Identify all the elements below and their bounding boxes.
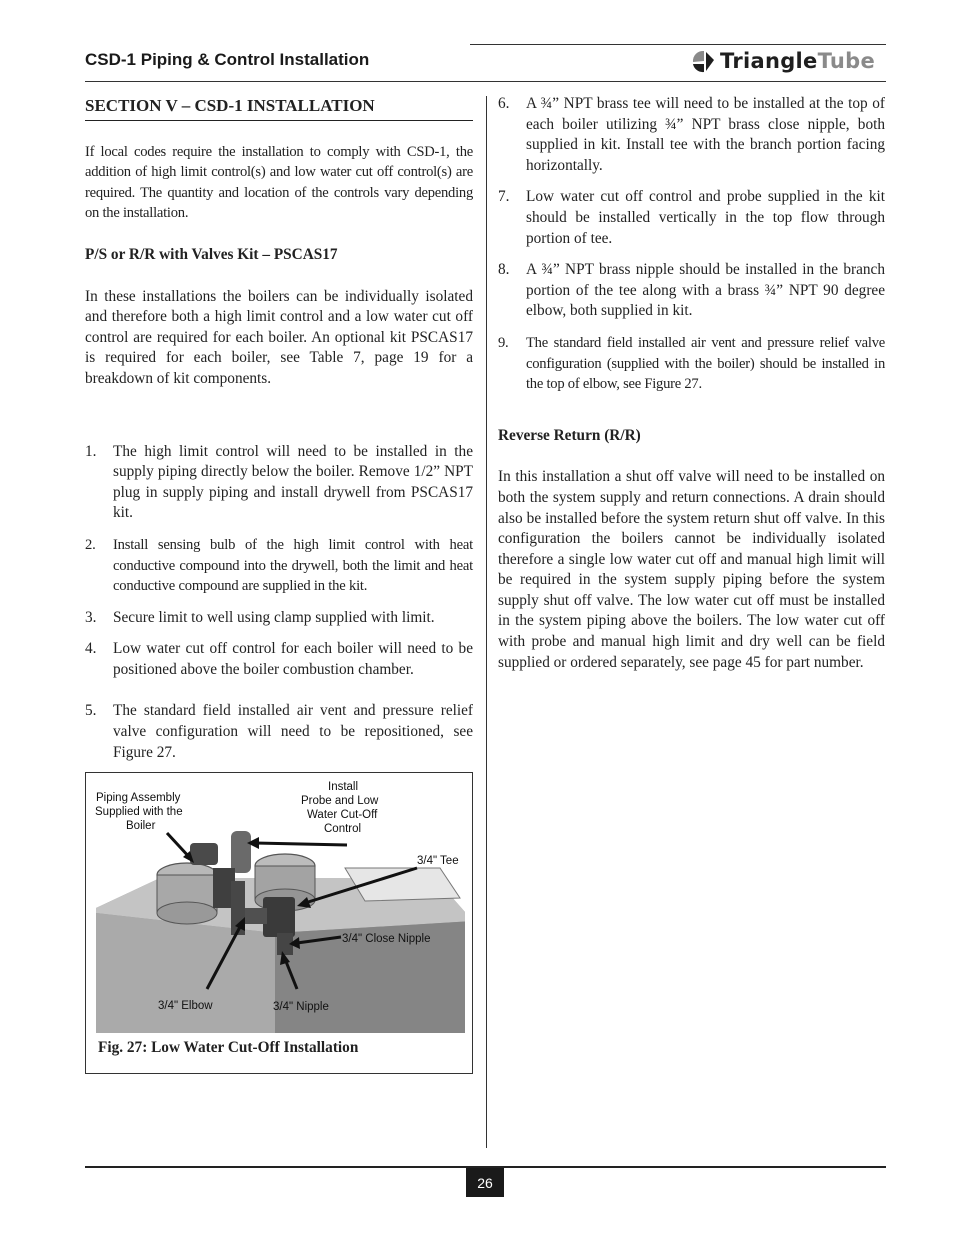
step-text: The high limit control will need to be installed in the supply piping directly below the boiler. Remove 1/2” NPT plug in supply piping and install drywell from PSCAS17 kit. <box>113 442 473 522</box>
step-number: 7. <box>498 188 510 206</box>
label-install-1: Install <box>328 781 359 793</box>
list-item <box>85 639 473 680</box>
right-steps-list <box>498 94 885 395</box>
step-text: Low water cut off control for each boiler will need to be positioned above the boiler combustion chamber. <box>113 640 473 678</box>
left-column <box>85 96 473 763</box>
step-text: Secure limit to well using clamp supplied with limit. <box>113 608 435 626</box>
column-divider <box>486 96 487 1148</box>
list-item <box>498 260 885 322</box>
page-number: 26 <box>466 1168 504 1197</box>
kit-subheading: P/S or R/R with Valves Kit – PSCAS17 <box>85 245 338 263</box>
step-number: 6. <box>498 95 510 112</box>
step-text: The standard field installed air vent and pressure relief valve configuration will need to be repositioned, see Figure 27. <box>113 702 473 761</box>
step-number: 1. <box>85 442 97 460</box>
list-item <box>498 187 885 249</box>
reverse-return-paragraph: In this installation a shut off valve will need to be installed on both the system supply and return connections. A drain should also be installed before the system return shut off valve. In this configuration the boilers cannot be individually isolated therefore a single low water cut off and manual high limit will be required in the system supply piping before the system supply shut off valve. The low water cut off must be installed in the system piping above the boilers. The low water cut off with probe and manual high limit and dry well can be field supplied or ordered separately, see page 45 for part number. <box>498 468 885 671</box>
step-text: The standard field installed air vent and pressure relief valve configuration (supplied with the boiler) should be installed in the top of elbow, see Figure 27. <box>526 334 885 393</box>
list-item <box>85 535 473 597</box>
label-piping-assembly-3: Boiler <box>126 820 156 832</box>
page-header-title: CSD-1 Piping & Control Installation <box>85 50 370 69</box>
label-elbow: 3/4" Elbow <box>158 1000 213 1012</box>
step-number: 8. <box>498 261 510 279</box>
step-number: 9. <box>498 334 509 351</box>
list-item <box>85 701 473 763</box>
list-item <box>498 333 885 395</box>
label-install-4: Control <box>324 823 362 835</box>
label-install-2: Probe and Low <box>301 795 379 807</box>
figure-27 <box>85 772 473 1074</box>
label-nipple: 3/4" Nipple <box>273 1001 329 1013</box>
step-number: 4. <box>85 640 97 658</box>
label-install-3: Water Cut-Off <box>307 809 378 821</box>
low-water-cutoff-illustration <box>95 773 465 1035</box>
step-number: 3. <box>85 608 97 626</box>
step-number: 2. <box>85 536 96 553</box>
label-piping-assembly-1: Piping Assembly <box>96 792 181 804</box>
logo-text-tube: Tube <box>817 49 876 73</box>
section-title: SECTION V – CSD-1 INSTALLATION <box>85 96 473 121</box>
label-close-nipple: 3/4" Close Nipple <box>342 933 431 945</box>
step-text: Install sensing bulb of the high limit control with heat conductive compound into the drywell, both the limit and heat conductive compound are supplied in the kit. <box>113 536 473 595</box>
step-text: Low water cut off control and probe supplied in the kit should be installed vertically in the top flow through portion of tee. <box>526 188 885 247</box>
intro-paragraph: If local codes require the installation to comply with CSD-1, the addition of high limit control(s) and low water cut off control(s) are required. The quantity and location of the controls vary depending on the installation. <box>85 143 473 222</box>
label-tee: 3/4" Tee <box>417 855 459 867</box>
logo-text-triangle: Triangle <box>720 49 818 73</box>
figure-caption: Fig. 27: Low Water Cut-Off Installation <box>98 1039 359 1056</box>
logo-mark-icon <box>690 48 716 74</box>
list-item <box>85 442 473 524</box>
triangle-tube-logo <box>690 46 875 76</box>
reverse-return-subheading: Reverse Return (R/R) <box>498 426 641 444</box>
step-text: A ¾” NPT brass nipple should be installed in the branch portion of the tee along with a brass ¾” NPT 90 degree elbow, both supplied in kit. <box>526 261 885 320</box>
step-text: A ¾” NPT brass tee will need to be installed at the top of each boiler utilizing ¾” NPT brass close nipple, both supplied in kit. Install tee with the branch portion facing horizontally. <box>526 95 885 174</box>
list-item <box>498 94 885 176</box>
step-number: 5. <box>85 702 97 720</box>
right-column <box>498 94 885 673</box>
header-rule <box>85 81 886 82</box>
header-top-rule <box>470 44 886 45</box>
list-item <box>85 608 473 629</box>
kit-paragraph: In these installations the boilers can be individually isolated and therefore both a high limit control and a low water cut off control are required for each boiler. An optional kit PSCAS17 is required for each boiler, see Table 7, page 19 for a breakdown of kit components. <box>85 287 473 387</box>
left-steps-list <box>85 442 473 764</box>
label-piping-assembly-2: Supplied with the <box>95 806 183 818</box>
